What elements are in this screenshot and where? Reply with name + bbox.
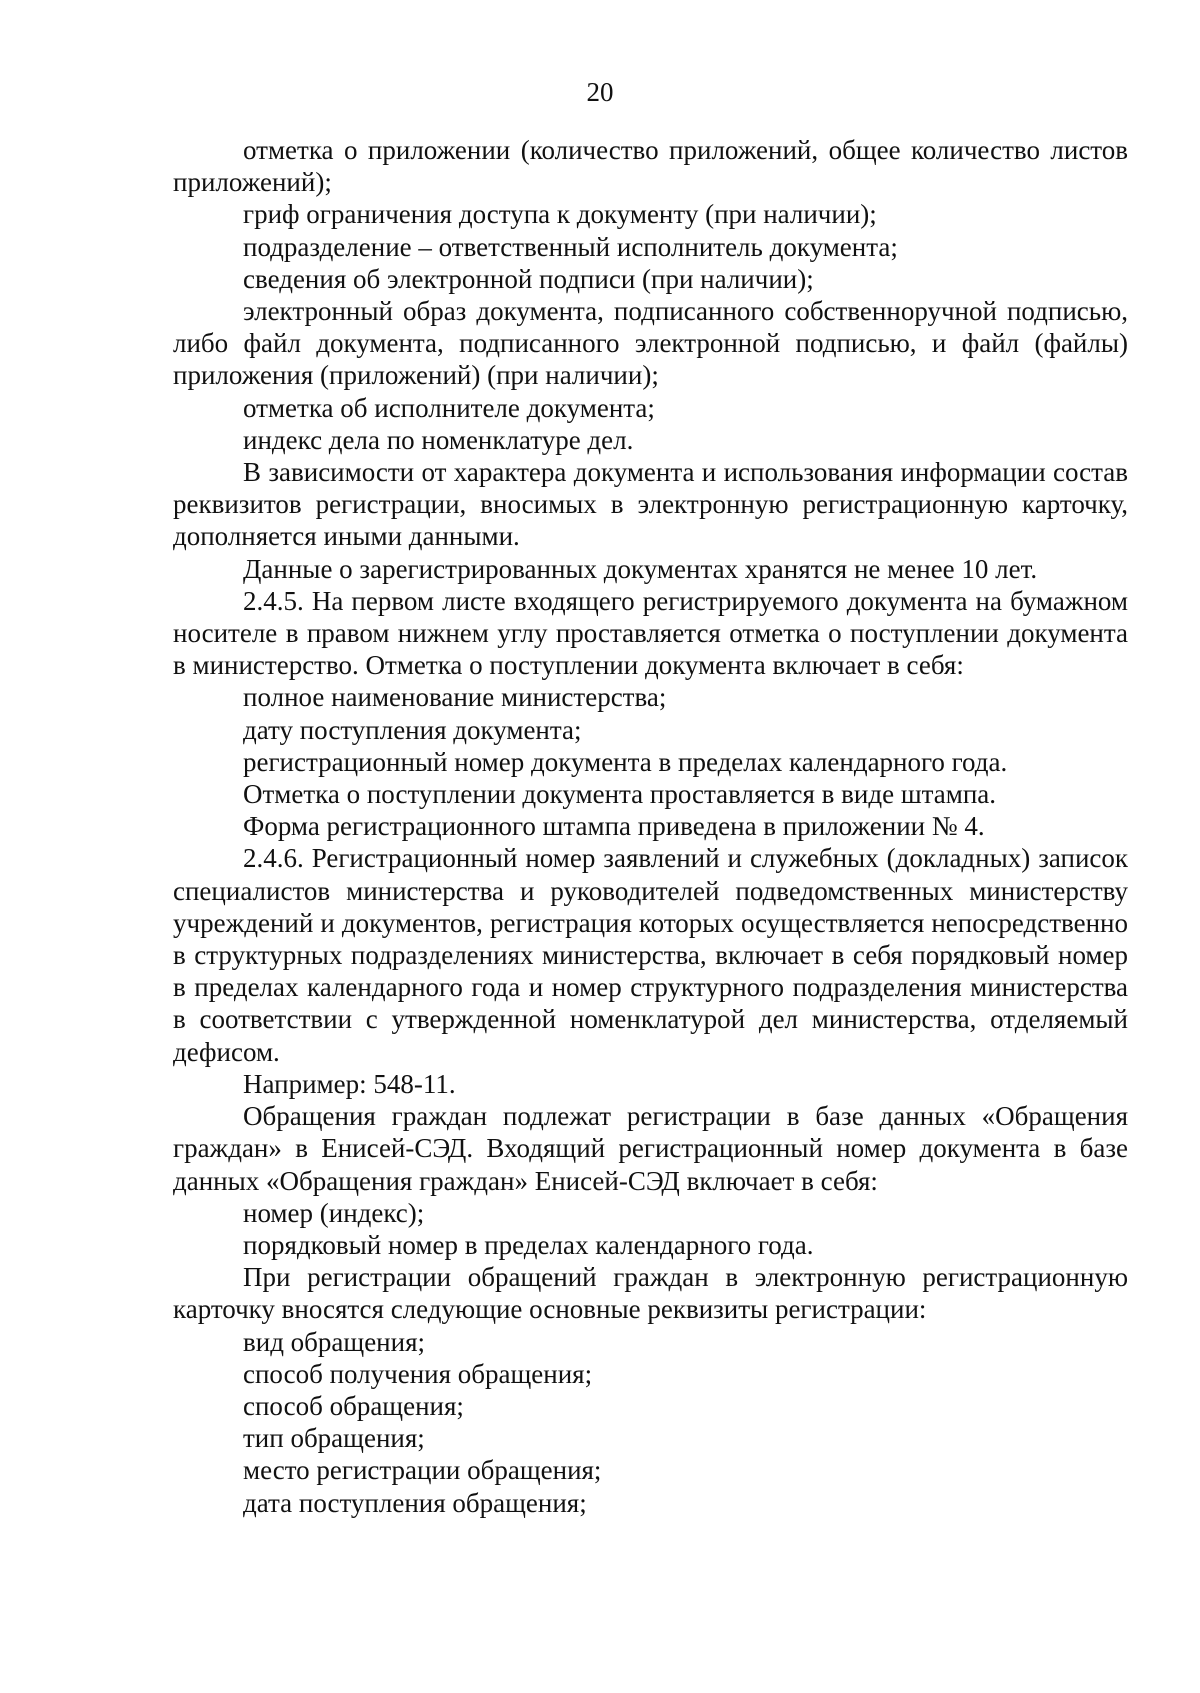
paragraph: Данные о зарегистрированных документах хранятся не менее 10 лет.	[243, 553, 1038, 584]
paragraph: Форма регистрационного штампа приведена в приложении № 4.	[243, 811, 985, 842]
paragraph: регистрационный номер документа в пределах календарного года.	[243, 746, 1008, 777]
paragraph: отметка об исполнителе документа;	[243, 392, 655, 423]
paragraph: Отметка о поступлении документа проставляется в виде штампа.	[243, 779, 997, 810]
paragraph: 2.4.6. Регистрационный номер заявлений и служебных (докладных) записок специалистов министерства и руководителей подведомственных министерству учреждений и документов, регистрация которых осуществляется непосредственно в структурных подразделениях министерства, включает в себя порядковый номер в пределах календарного года и номер структурного подразделения министерства в соответствии с утвержденной номенклатурой дел министерства, отделяемый дефисом.	[173, 843, 1128, 1067]
paragraph: В зависимости от характера документа и использования информации состав реквизитов регистрации, вносимых в электронную регистрационную карточку, дополняется иными данными.	[173, 457, 1128, 552]
paragraph: гриф ограничения доступа к документу (при наличии);	[243, 199, 877, 230]
paragraph: сведения об электронной подписи (при наличии);	[243, 263, 814, 294]
paragraph: электронный образ документа, подписанного собственноручной подписью, либо файл документа, подписанного электронной подписью, и файл (файлы) приложения (приложений) (при наличии);	[173, 296, 1128, 391]
paragraph: номер (индекс);	[243, 1197, 425, 1228]
paragraph: полное наименование министерства;	[243, 682, 667, 713]
paragraph: дата поступления обращения;	[243, 1487, 587, 1518]
paragraph: индекс дела по номенклатуре дел.	[243, 424, 634, 455]
paragraph: отметка о приложении (количество приложений, общее количество листов приложений);	[173, 135, 1128, 198]
paragraph: При регистрации обращений граждан в электронную регистрационную карточку вносятся следующие основные реквизиты регистрации:	[173, 1262, 1128, 1325]
paragraph: способ обращения;	[243, 1390, 464, 1421]
paragraph: Обращения граждан подлежат регистрации в базе данных «Обращения граждан» в Енисей-СЭД. Входящий регистрационный номер документа в базе данных «Обращения граждан» Енисей-СЭД включает в себя:	[173, 1101, 1128, 1196]
paragraph: способ получения обращения;	[243, 1358, 593, 1389]
paragraph: место регистрации обращения;	[243, 1455, 602, 1486]
paragraph: порядковый номер в пределах календарного года.	[243, 1229, 814, 1260]
paragraph: подразделение – ответственный исполнитель документа;	[243, 231, 898, 262]
paragraph: дату поступления документа;	[243, 714, 582, 745]
paragraph: Например: 548-11.	[243, 1068, 456, 1099]
paragraph: вид обращения;	[243, 1326, 425, 1357]
page-number: 20	[586, 77, 614, 107]
paragraph: тип обращения;	[243, 1423, 425, 1454]
document-body	[173, 134, 1128, 1519]
paragraph: 2.4.5. На первом листе входящего регистрируемого документа на бумажном носителе в правом нижнем углу проставляется отметка о поступлении документа в министерство. Отметка о поступлении документа включает в себя:	[173, 585, 1128, 681]
